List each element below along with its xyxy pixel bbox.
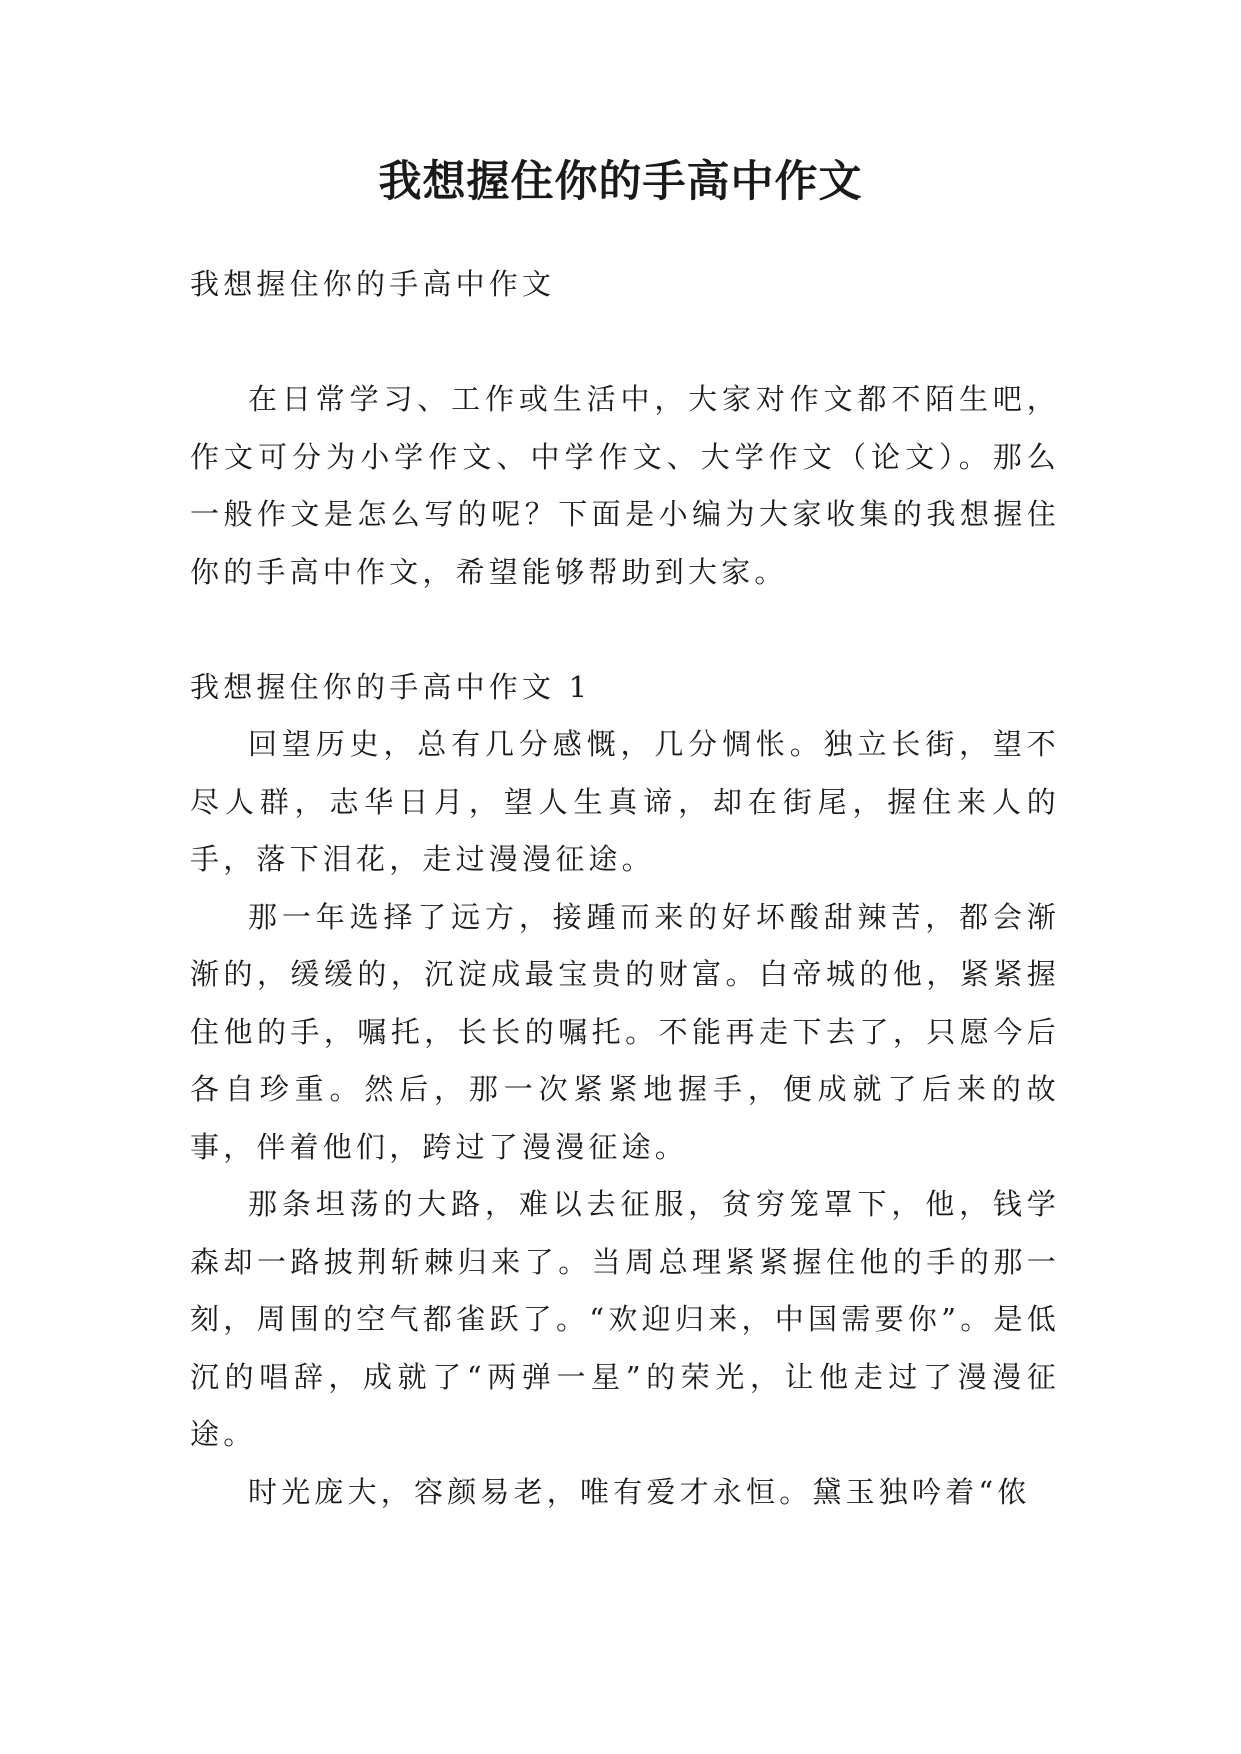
document-title: 我想握住你的手高中作文 <box>378 157 863 207</box>
section-heading: 我想握住你的手高中作文 1 <box>190 669 592 704</box>
body-paragraph: 时光庞大，容颜易老，唯有爱才永恒。黛玉独吟着“侬 <box>248 1474 1031 1509</box>
document-body <box>190 256 1060 1521</box>
body-paragraph: 那一年选择了远方，接踵而来的好坏酸甜辣苦，都会渐渐的，缓缓的，沉淀成最宝贵的财富。白帝城的他，紧紧握住他的手，嘱托，长长的嘱托。不能再走下去了，只愿今后各自珍重。然后，那一次紧紧地握手，便成就了后来的故事，伴着他们，跨过了漫漫征途。 <box>190 899 1060 1164</box>
body-paragraph: 回望历史，总有几分感慨，几分惆怅。独立长街，望不尽人群，志华日月，望人生真谛，却在街尾，握住来人的手，落下泪花，走过漫漫征途。 <box>190 727 1060 876</box>
intro-paragraph: 在日常学习、工作或生活中，大家对作文都不陌生吧，作文可分为小学作文、中学作文、大学作文（论文）。那么一般作文是怎么写的呢？下面是小编为大家收集的我想握住你的手高中作文，希望能够帮助到大家。 <box>190 382 1060 589</box>
body-paragraph: 那条坦荡的大路，难以去征服，贫穷笼罩下，他，钱学森却一路披荆斩棘归来了。当周总理紧紧握住他的手的那一刻，周围的空气都雀跃了。“欢迎归来，中国需要你”。是低沉的唱辞，成就了“两弹一星”的荣光，让他走过了漫漫征途。 <box>190 1187 1060 1451</box>
document-subtitle: 我想握住你的手高中作文 <box>190 267 556 301</box>
